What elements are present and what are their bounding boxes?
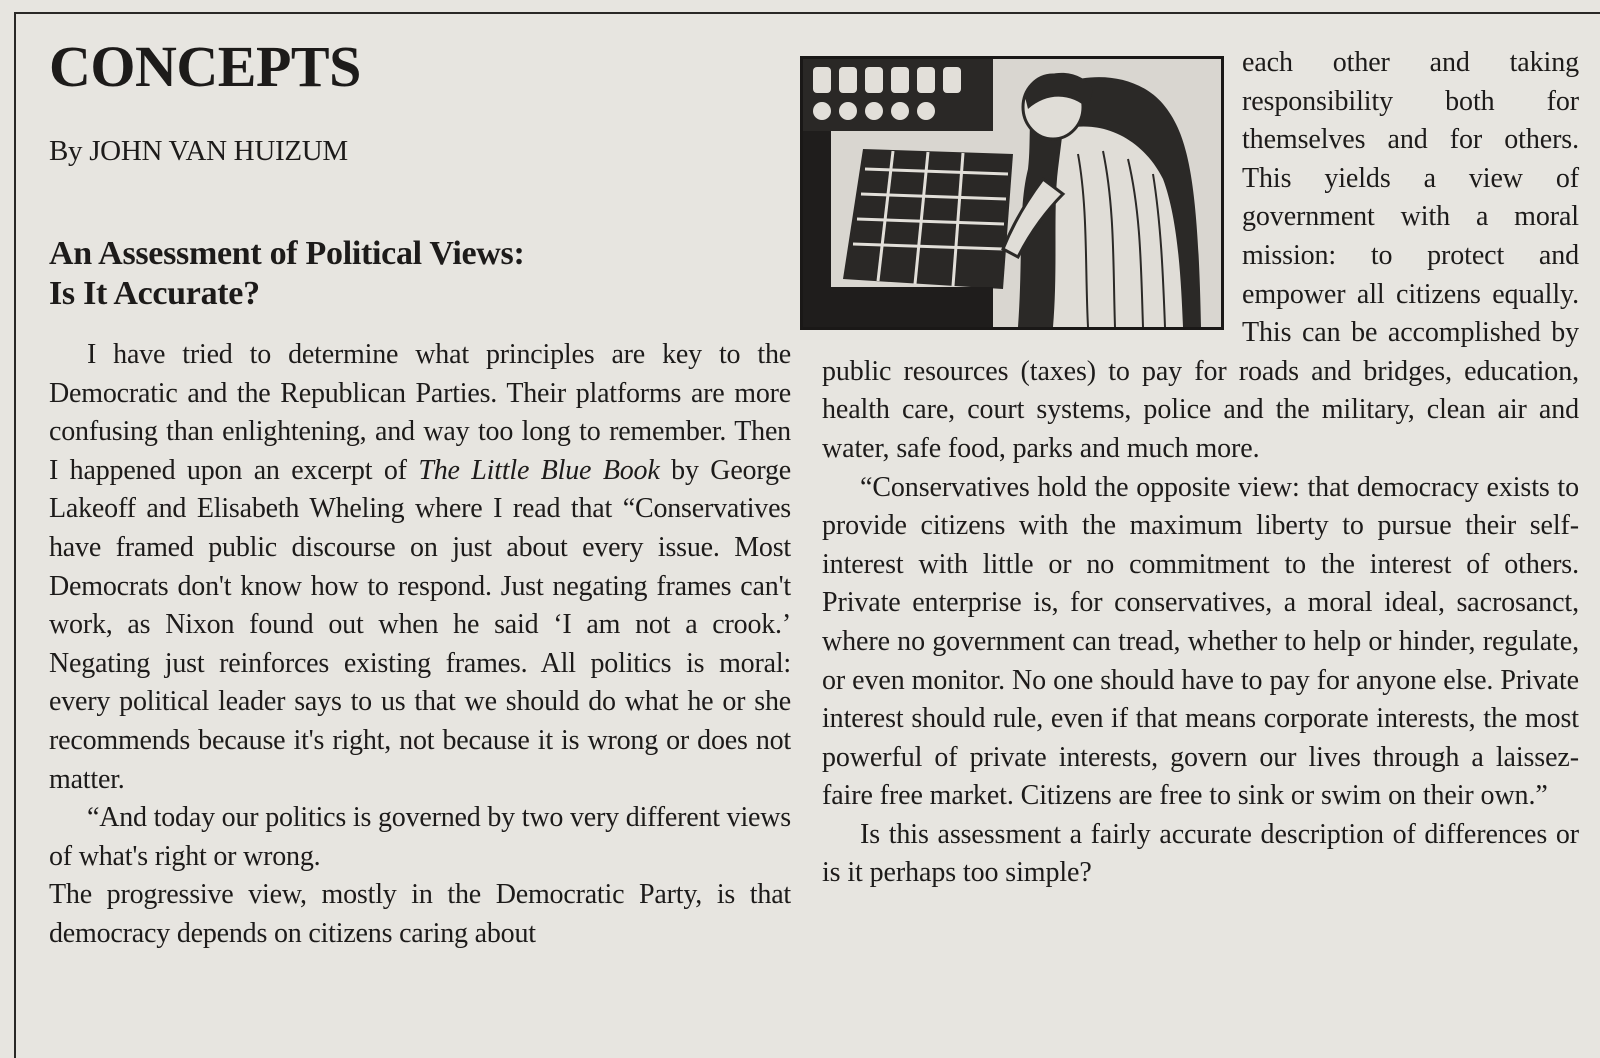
subhead-line-1: An Assessment of Political Views: [49,235,525,272]
section-title: CONCEPTS [49,34,361,99]
byline: By JOHN VAN HUIZUM [49,135,348,167]
right-paragraph-3: Is this assessment a fairly accurate description of differences or is it perhaps too simple? [822,818,1579,889]
right-column [822,36,1579,893]
left-p1-text-a: I have tried to determine what principles are key to the Democratic and the Republican Parties. Their platforms are more confusing than enlightening, and way too long to remember. Then I happened upon an excerpt of [49,339,791,486]
article-subhead [49,234,791,314]
left-column [49,36,791,954]
right-paragraph-2: “Conservatives hold the opposite view: that democracy exists to provide citizens with the maximum liberty to pursue their self-interest with little or no commitment to the interest of others. Private enterprise is, for conservatives, a moral ideal, sacrosanct, where no government can tread, whether to help or hinder, regulate, or even monitor. No one should have to pay for anyone else. Private interest should rule, even if that means corporate interests, the most powerful of private interests, govern our lives through a laissez-faire free market. Citizens are free to sink or swim on their own.” [822,471,1579,812]
book-title: The Little Blue Book [418,454,660,486]
left-paragraph-3: The progressive view, mostly in the Democratic Party, is that democracy depends on citizens caring about [49,879,791,949]
subhead-line-2: Is It Accurate? [49,275,260,312]
woodcut-typesetter-illustration [800,56,1224,330]
right-paragraph-1: each other and taking responsibility both for themselves and for others. This yields a view of government with a moral mission: to protect and empower all citizens equally. This can be accomplished by public resources (taxes) to pay for roads and bridges, education, health care, court systems, police and the military, clean air and water, safe food, parks and much more. [822,47,1579,464]
left-p1-text-b: by George Lakeoff and Elisabeth Wheling where I read that “Conservatives have framed public discourse on just about every issue. Most Democrats don't know how to respond. Just negating frames can't work, as Nixon found out when he said ‘I am not a crook.’ Negating just reinforces existing frames. All politics is moral: every political leader says to us that we should do what he or she recommends because it's right, not because it is wrong or does not matter. [49,454,791,795]
left-paragraph-2: “And today our politics is governed by two very different views of what's right or wrong. [49,802,791,872]
woodcut-illustration-icon [803,59,1221,327]
left-paragraph-1 [49,336,791,799]
